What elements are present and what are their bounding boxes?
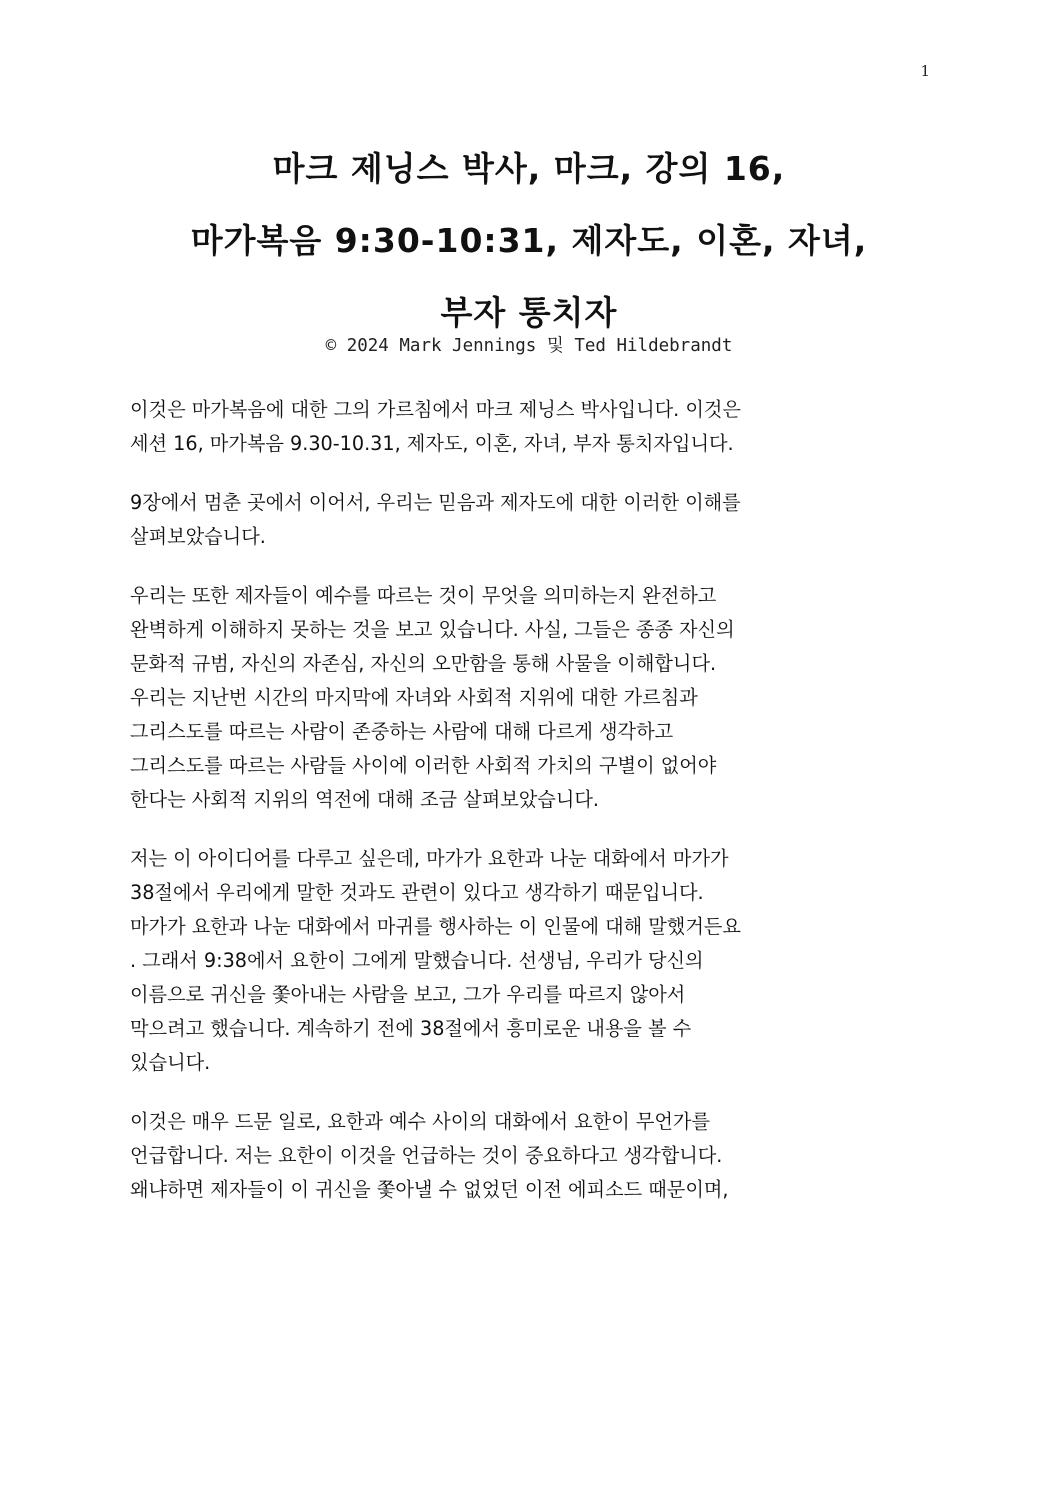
text-line: 왜냐하면 제자들이 이 귀신을 쫓아낼 수 없었던 이전 에피소드 때문이며, bbox=[130, 1178, 729, 1201]
text-line: 막으려고 했습니다. 계속하기 전에 38절에서 흥미로운 내용을 볼 수 bbox=[130, 1017, 692, 1040]
text-line: 우리는 지난번 시간의 마지막에 자녀와 사회적 지위에 대한 가르침과 bbox=[130, 686, 698, 709]
title-line: 마가복음 9:30-10:31, 제자도, 이혼, 자녀, bbox=[190, 221, 868, 260]
text-line: 이것은 매우 드문 일로, 요한과 예수 사이의 대화에서 요한이 무언가를 bbox=[130, 1110, 710, 1133]
text-line: 그리스도를 따르는 사람이 존중하는 사람에 대해 다르게 생각하고 bbox=[130, 720, 674, 743]
text-line: 언급합니다. 저는 요한이 이것을 언급하는 것이 중요하다고 생각합니다. bbox=[130, 1144, 723, 1167]
title-line: 마크 제닝스 박사, 마크, 강의 16, bbox=[272, 149, 786, 188]
paragraph-3 bbox=[130, 579, 930, 817]
text-line: 한다는 사회적 지위의 역전에 대해 조금 살펴보았습니다. bbox=[130, 788, 600, 811]
paragraph-2 bbox=[130, 486, 930, 554]
text-line: 38절에서 우리에게 말한 것과도 관련이 있다고 생각하기 때문입니다. bbox=[130, 881, 704, 904]
paragraph-1 bbox=[130, 393, 930, 461]
text-line: 살펴보았습니다. bbox=[130, 525, 266, 548]
text-line: 이름으로 귀신을 쫓아내는 사람을 보고, 그가 우리를 따르지 않아서 bbox=[130, 983, 686, 1006]
text-line: 마가가 요한과 나눈 대화에서 마귀를 행사하는 이 인물에 대해 말했거든요 bbox=[130, 915, 741, 938]
document-title bbox=[100, 133, 958, 349]
text-line: 완벽하게 이해하지 못하는 것을 보고 있습니다. 사실, 그들은 종종 자신의 bbox=[130, 618, 735, 641]
page-number: 1 bbox=[920, 62, 930, 80]
text-line: 이것은 마가복음에 대한 그의 가르침에서 마크 제닝스 박사입니다. 이것은 bbox=[130, 398, 741, 421]
text-line: 세션 16, 마가복음 9.30-10.31, 제자도, 이혼, 자녀, 부자 통치자입니다. bbox=[130, 432, 734, 455]
title-line: 부자 통치자 bbox=[440, 293, 618, 332]
body-text bbox=[130, 393, 930, 1232]
text-line: 있습니다. bbox=[130, 1051, 211, 1074]
copyright-notice: © 2024 Mark Jennings 및 Ted Hildebrandt bbox=[325, 336, 733, 356]
text-line: 저는 이 아이디어를 다루고 싶은데, 마가가 요한과 나눈 대화에서 마가가 bbox=[130, 847, 729, 870]
text-line: 그리스도를 따르는 사람들 사이에 이러한 사회적 가치의 구별이 없어야 bbox=[130, 754, 717, 777]
text-line: 우리는 또한 제자들이 예수를 따르는 것이 무엇을 의미하는지 완전하고 bbox=[130, 584, 717, 607]
paragraph-4 bbox=[130, 842, 930, 1080]
text-line: 문화적 규범, 자신의 자존심, 자신의 오만함을 통해 사물을 이해합니다. bbox=[130, 652, 717, 675]
paragraph-5 bbox=[130, 1105, 930, 1207]
text-line: 9장에서 멈춘 곳에서 이어서, 우리는 믿음과 제자도에 대한 이러한 이해를 bbox=[130, 491, 741, 514]
text-line: . 그래서 9:38에서 요한이 그에게 말했습니다. 선생님, 우리가 당신의 bbox=[130, 949, 704, 972]
